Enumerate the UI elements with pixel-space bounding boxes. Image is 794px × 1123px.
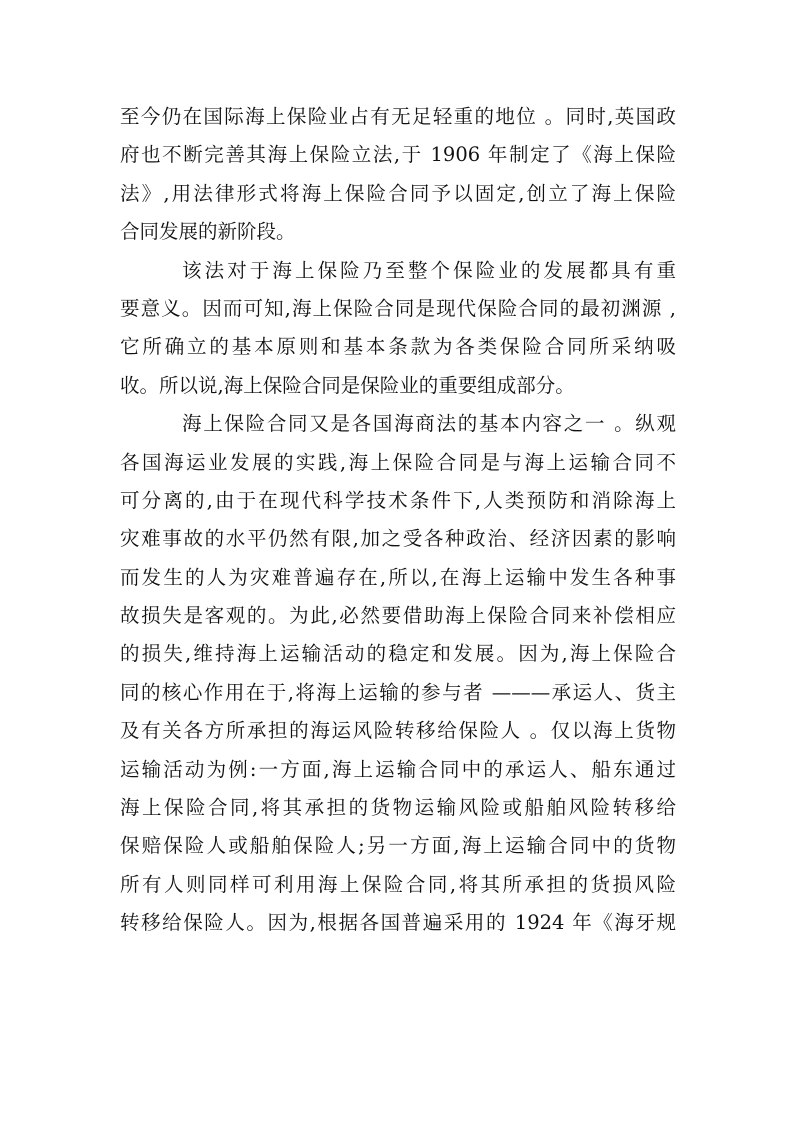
body-text	[120, 98, 676, 943]
text-line: 至今仍在国际海上保险业占有无足轻重的地位 。同时,英国政	[120, 105, 676, 128]
paragraph-first-line: 海上保险合同又是各国海商法的基本内容之一 。纵观	[182, 412, 676, 436]
text-line: 要意义。因而可知,海上保险合同是现代保险合同的最初渊源 ,	[120, 296, 676, 320]
text-line: 的损失,维持海上运输活动的稳定和发展。因为,海上保险合	[120, 642, 676, 666]
text-line: 及有关各方所承担的海运风险转移给保险人 。仅以海上货物	[120, 719, 676, 743]
text-line: 它所确立的基本原则和基本条款为各类保险合同所采纳吸	[120, 335, 676, 359]
text-line: 收。所以说,海上保险合同是保险业的重要组成部分。	[120, 373, 575, 397]
text-line: 合同发展的新阶段。	[120, 220, 296, 244]
text-line: 运输活动为例:一方面,海上运输合同中的承运人、船东通过	[120, 757, 676, 781]
text-line: 府也不断完善其海上保险立法,于 1906 年制定了《海上保险	[120, 143, 676, 167]
text-line: 转移给保险人。因为,根据各国普遍采用的 1924 年《海牙规	[120, 911, 676, 935]
text-line: 保赔保险人或船舶保险人;另一方面,海上运输合同中的货物	[120, 834, 676, 858]
text-line: 故损失是客观的。为此,必然要借助海上保险合同来补偿相应	[120, 604, 676, 628]
text-line: 各国海运业发展的实践,海上保险合同是与海上运输合同不	[120, 450, 676, 474]
text-line: 灾难事故的水平仍然有限,加之受各种政治、经济因素的影响	[120, 527, 676, 551]
paragraph-first-line: 该法对于海上保险乃至整个保险业的发展都具有重	[182, 258, 676, 282]
text-line: 可分离的,由于在现代科学技术条件下,人类预防和消除海上	[120, 488, 676, 512]
text-line: 同的核心作用在于,将海上运输的参与者 ———承运人、货主	[120, 680, 676, 704]
text-line: 法》,用法律形式将海上保险合同予以固定,创立了海上保险	[120, 181, 676, 205]
text-line: 海上保险合同,将其承担的货物运输风险或船舶风险转移给	[120, 796, 676, 820]
text-line: 而发生的人为灾难普遍存在,所以,在海上运输中发生各种事	[120, 565, 676, 589]
text-line: 所有人则同样可利用海上保险合同,将其所承担的货损风险	[120, 872, 676, 896]
